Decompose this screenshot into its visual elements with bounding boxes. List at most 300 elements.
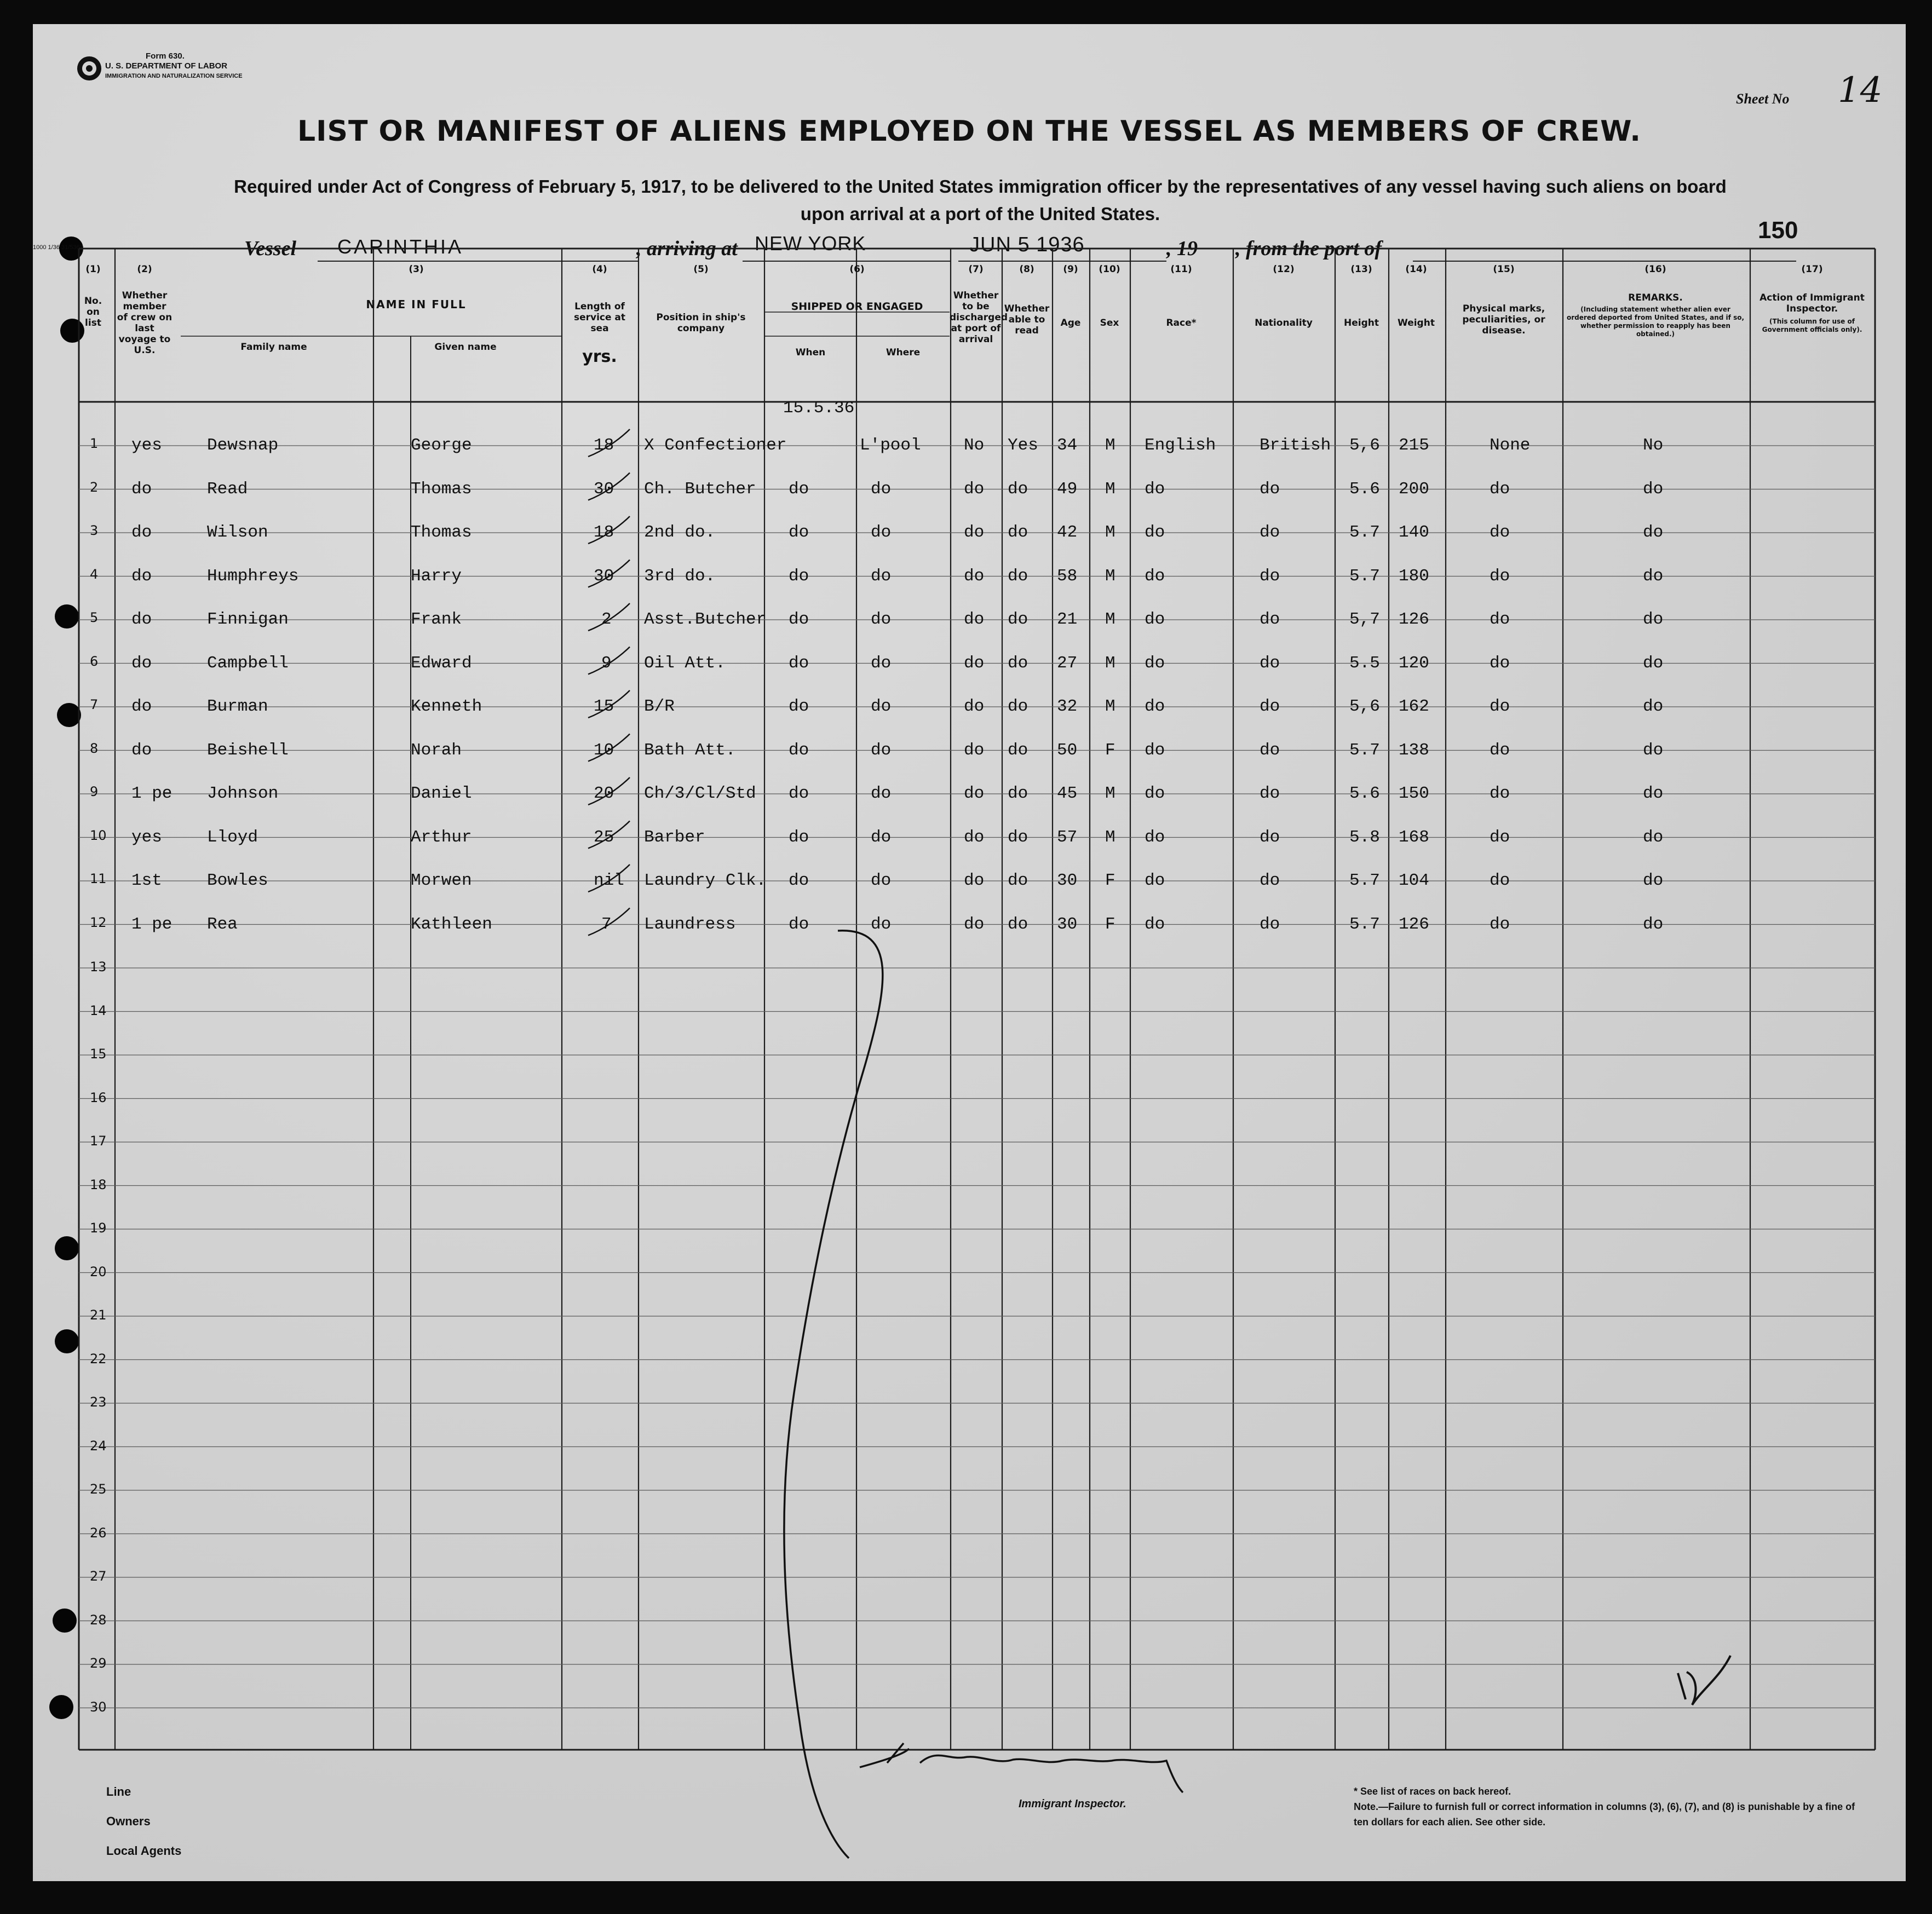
col-6-header: SHIPPED OR ENGAGED <box>791 301 923 313</box>
col-13-header: Height <box>1344 318 1379 328</box>
shipped-when-cell: do <box>789 871 809 890</box>
race-cell: English <box>1145 436 1216 455</box>
empty-row-number: 23 <box>90 1394 107 1410</box>
row-number: 6 <box>90 653 99 669</box>
height-cell: 5,6 <box>1349 697 1380 716</box>
last-voyage-cell: do <box>131 697 152 716</box>
race-cell: do <box>1145 610 1165 629</box>
last-voyage-cell: do <box>131 566 152 586</box>
sheet-no-label: Sheet No <box>1736 91 1790 107</box>
sex-cell: F <box>1105 914 1116 934</box>
given-name-cell: Morwen <box>411 871 472 890</box>
remarks-cell: do <box>1643 566 1664 586</box>
col-13-num: (13) <box>1350 264 1372 275</box>
discharged-cell: do <box>964 479 985 499</box>
family-name-cell: Humphreys <box>207 566 299 586</box>
weight-cell: 140 <box>1399 523 1429 542</box>
given-name-cell: Kathleen <box>411 914 492 934</box>
height-cell: 5.7 <box>1349 914 1380 934</box>
position-cell: 2nd do. <box>644 523 716 542</box>
shipped-where-cell: do <box>871 653 892 673</box>
family-name-cell: Beishell <box>207 740 289 760</box>
nationality-cell: do <box>1260 697 1280 716</box>
nationality-cell: do <box>1260 871 1280 890</box>
col-8-header: Whether able to read <box>1004 303 1050 336</box>
sex-cell: M <box>1105 697 1116 716</box>
col-12-num: (12) <box>1273 264 1295 275</box>
shipped-where-cell: do <box>871 784 892 803</box>
row-number: 7 <box>90 697 99 712</box>
able-to-read-cell: do <box>1008 479 1028 499</box>
empty-row-number: 24 <box>90 1438 107 1454</box>
total-count: 150 <box>1758 217 1798 244</box>
empty-row-number: 13 <box>90 959 107 975</box>
position-cell: Asst.Butcher <box>644 610 767 629</box>
remarks-cell: do <box>1643 871 1664 890</box>
position-cell: 3rd do. <box>644 566 716 586</box>
height-cell: 5.7 <box>1349 871 1380 890</box>
physical-marks-cell: do <box>1490 697 1510 716</box>
col-3-given-header: Given name <box>434 342 497 353</box>
age-cell: 42 <box>1057 523 1078 542</box>
position-cell: Ch. Butcher <box>644 479 756 499</box>
age-cell: 57 <box>1057 827 1078 847</box>
discharged-cell: do <box>964 697 985 716</box>
shipped-when-cell: do <box>789 914 809 934</box>
family-name-cell: Wilson <box>207 523 268 542</box>
height-cell: 5.7 <box>1349 523 1380 542</box>
last-voyage-cell: do <box>131 479 152 499</box>
nationality-cell: do <box>1260 566 1280 586</box>
col-16-header: REMARKS. <box>1628 292 1683 303</box>
shipped-when-cell: do <box>789 566 809 586</box>
service-years-cell: nil <box>594 871 624 890</box>
remarks-cell: do <box>1643 653 1664 673</box>
empty-row-number: 30 <box>90 1699 107 1715</box>
family-name-cell: Read <box>207 479 248 499</box>
row-number: 11 <box>90 871 107 886</box>
vessel-name: CARINTHIA <box>337 235 464 258</box>
row-number: 8 <box>90 740 99 756</box>
service-years-cell: 25 <box>594 827 614 847</box>
race-cell: do <box>1145 697 1165 716</box>
physical-marks-cell: do <box>1490 479 1510 499</box>
owners-label: Owners <box>106 1814 151 1828</box>
col-8-num: (8) <box>1019 264 1034 275</box>
col-15-header: Physical marks, peculiarities, or disease. <box>1462 303 1545 336</box>
remarks-cell: do <box>1643 610 1664 629</box>
nationality-cell: do <box>1260 827 1280 847</box>
shipped-where-cell: do <box>871 740 892 760</box>
height-cell: 5.7 <box>1349 740 1380 760</box>
page-title: LIST OR MANIFEST OF ALIENS EMPLOYED ON THE VESSEL AS MEMBERS OF CREW. <box>297 115 1641 148</box>
shipped-where-cell: do <box>871 523 892 542</box>
col-1-num: (1) <box>85 264 101 275</box>
inspector-label: Immigrant Inspector. <box>1019 1798 1126 1810</box>
family-name-cell: Burman <box>207 697 268 716</box>
physical-marks-cell: do <box>1490 827 1510 847</box>
shipped-where-cell: do <box>871 566 892 586</box>
service-years-cell: 2 <box>601 610 612 629</box>
race-cell: do <box>1145 566 1165 586</box>
col-6-when-header: When <box>795 347 826 358</box>
col-3-num: (3) <box>409 264 424 275</box>
col-2-num: (2) <box>137 264 152 275</box>
weight-cell: 104 <box>1399 871 1429 890</box>
family-name-cell: Lloyd <box>207 827 258 847</box>
row-number: 1 <box>90 436 99 451</box>
shipped-when-cell: do <box>789 610 809 629</box>
shipped-when-cell: do <box>789 697 809 716</box>
col-3-header: NAME IN FULL <box>366 298 467 311</box>
sex-cell: F <box>1105 740 1116 760</box>
empty-row-number: 28 <box>90 1612 107 1628</box>
year-label: , 19 <box>1166 237 1198 260</box>
last-voyage-cell: 1st <box>131 871 162 890</box>
physical-marks-cell: do <box>1490 784 1510 803</box>
age-cell: 21 <box>1057 610 1078 629</box>
position-cell: Oil Att. <box>644 653 726 673</box>
nationality-cell: do <box>1260 784 1280 803</box>
sex-cell: F <box>1105 871 1116 890</box>
empty-row-number: 19 <box>90 1220 107 1236</box>
last-voyage-cell: do <box>131 653 152 673</box>
position-cell: Barber <box>644 827 705 847</box>
form-number: Form 630. <box>146 51 185 61</box>
given-name-cell: Harry <box>411 566 462 586</box>
last-voyage-cell: yes <box>131 827 162 847</box>
family-name-cell: Campbell <box>207 653 289 673</box>
empty-row-number: 29 <box>90 1656 107 1671</box>
sex-cell: M <box>1105 566 1116 586</box>
family-name-cell: Finnigan <box>207 610 289 629</box>
sex-cell: M <box>1105 653 1116 673</box>
weight-cell: 162 <box>1399 697 1429 716</box>
race-cell: do <box>1145 523 1165 542</box>
last-voyage-cell: 1 pe <box>131 914 173 934</box>
discharged-cell: do <box>964 653 985 673</box>
last-voyage-cell: 1 pe <box>131 784 173 803</box>
empty-row-number: 17 <box>90 1133 107 1149</box>
remarks-cell: do <box>1643 479 1664 499</box>
department-name: U. S. DEPARTMENT OF LABOR <box>105 61 228 71</box>
col-10-num: (10) <box>1099 264 1120 275</box>
age-cell: 30 <box>1057 914 1078 934</box>
physical-marks-cell: do <box>1490 740 1510 760</box>
arriving-port: NEW YORK <box>755 232 866 255</box>
col-15-num: (15) <box>1493 264 1515 275</box>
position-cell: Bath Att. <box>644 740 736 760</box>
able-to-read-cell: do <box>1008 653 1028 673</box>
col-5-header: Position in ship's company <box>656 312 746 334</box>
empty-row-number: 18 <box>90 1177 107 1192</box>
given-name-cell: Daniel <box>411 784 472 803</box>
empty-row-number: 21 <box>90 1307 107 1323</box>
physical-marks-cell: do <box>1490 610 1510 629</box>
able-to-read-cell: do <box>1008 740 1028 760</box>
sex-cell: M <box>1105 436 1116 455</box>
given-name-cell: Kenneth <box>411 697 482 716</box>
race-cell: do <box>1145 479 1165 499</box>
row-number: 5 <box>90 610 99 625</box>
shipped-where-cell: do <box>871 827 892 847</box>
age-cell: 50 <box>1057 740 1078 760</box>
first-row-date: 15.5.36 <box>783 399 855 418</box>
given-name-cell: Edward <box>411 653 472 673</box>
col-5-num: (5) <box>693 264 709 275</box>
weight-cell: 150 <box>1399 784 1429 803</box>
sex-cell: M <box>1105 784 1116 803</box>
able-to-read-cell: do <box>1008 914 1028 934</box>
col-4-header: Length of service at sea <box>573 301 626 334</box>
age-cell: 45 <box>1057 784 1078 803</box>
given-name-cell: George <box>411 436 472 455</box>
discharged-cell: do <box>964 740 985 760</box>
nationality-cell: do <box>1260 479 1280 499</box>
row-number: 2 <box>90 479 99 495</box>
col-17-subheader: (This column for use of Government officials only). <box>1762 318 1862 333</box>
service-name: IMMIGRATION AND NATURALIZATION SERVICE <box>105 73 243 79</box>
empty-row-number: 15 <box>90 1046 107 1062</box>
col-16-subheader: (Including statement whether alien ever ordered deported from United States, and if so, whether permission to reapply has been obtained.) <box>1566 305 1745 338</box>
given-name-cell: Norah <box>411 740 462 760</box>
given-name-cell: Frank <box>411 610 462 629</box>
service-years-cell: 30 <box>594 479 614 499</box>
tally-mark-stroke <box>1678 1656 1730 1705</box>
shipped-where-cell: do <box>871 610 892 629</box>
handwriting-layer <box>33 24 1906 1881</box>
empty-row-number: 16 <box>90 1089 107 1105</box>
col-9-num: (9) <box>1063 264 1078 275</box>
remarks-cell: No <box>1643 436 1664 455</box>
col-7-header: Whether to be discharged at port of arrival <box>950 290 1008 345</box>
nationality-cell: do <box>1260 523 1280 542</box>
position-cell: Ch/3/Cl/Std <box>644 784 756 803</box>
col-6-num: (6) <box>849 264 865 275</box>
line-label: Line <box>106 1785 131 1798</box>
shipped-when-cell: do <box>789 784 809 803</box>
service-years-cell: 30 <box>594 566 614 586</box>
nationality-cell: do <box>1260 610 1280 629</box>
remarks-cell: do <box>1643 697 1664 716</box>
empty-row-number: 27 <box>90 1569 107 1584</box>
age-cell: 58 <box>1057 566 1078 586</box>
service-years-cell: 15 <box>594 697 614 716</box>
able-to-read-cell: do <box>1008 784 1028 803</box>
col-12-header: Nationality <box>1255 318 1313 328</box>
height-cell: 5.6 <box>1349 784 1380 803</box>
service-years-cell: 18 <box>594 436 614 455</box>
service-years-cell: 20 <box>594 784 614 803</box>
fine-note: Note.—Failure to furnish full or correct information in columns (3), (6), (7), and (8) is punishable by a fine of ten dollars for each alien. See other side. <box>1354 1801 1855 1827</box>
height-cell: 5.5 <box>1349 653 1380 673</box>
weight-cell: 168 <box>1399 827 1429 847</box>
date-stamp: JUN 5 1936 <box>969 233 1085 256</box>
age-cell: 27 <box>1057 653 1078 673</box>
able-to-read-cell: do <box>1008 523 1028 542</box>
arriving-label: , arriving at <box>636 237 738 260</box>
race-cell: do <box>1145 871 1165 890</box>
height-cell: 5,7 <box>1349 610 1380 629</box>
row-number: 9 <box>90 784 99 799</box>
col-10-header: Sex <box>1100 318 1119 328</box>
physical-marks-cell: do <box>1490 914 1510 934</box>
weight-cell: 138 <box>1399 740 1429 760</box>
discharged-cell: do <box>964 523 985 542</box>
col-17-num: (17) <box>1801 264 1823 275</box>
race-cell: do <box>1145 784 1165 803</box>
remarks-cell: do <box>1643 523 1664 542</box>
print-code: 1000 1/36 31/5362 <box>33 244 83 251</box>
note-head: Note. <box>1354 1801 1378 1812</box>
row-number: 4 <box>90 566 99 582</box>
col-9-header: Age <box>1060 318 1081 328</box>
weight-cell: 126 <box>1399 914 1429 934</box>
family-name-cell: Rea <box>207 914 238 934</box>
race-cell: do <box>1145 914 1165 934</box>
col-11-header: Race* <box>1166 318 1197 328</box>
discharged-cell: do <box>964 914 985 934</box>
shipped-where-cell: do <box>871 479 892 499</box>
physical-marks-cell: do <box>1490 871 1510 890</box>
shipped-where-cell: do <box>871 914 892 934</box>
physical-marks-cell: do <box>1490 653 1510 673</box>
age-cell: 49 <box>1057 479 1078 499</box>
discharged-cell: do <box>964 784 985 803</box>
given-name-cell: Thomas <box>411 479 472 499</box>
col-2-header: Whether member of crew on last voyage to U.S. <box>117 290 173 356</box>
physical-marks-cell: None <box>1490 436 1531 455</box>
age-cell: 30 <box>1057 871 1078 890</box>
empty-row-number: 20 <box>90 1264 107 1279</box>
page-subtitle: Required under Act of Congress of February 5, 1917, to be delivered to the United States immigration officer by the representatives of any vessel having such aliens on board upon arrival at a port of the United States. <box>234 176 1727 224</box>
col-1-header: No. on list <box>84 296 102 328</box>
remarks-cell: do <box>1643 914 1664 934</box>
from-port-label: , from the port of <box>1235 237 1382 260</box>
remarks-cell: do <box>1643 784 1664 803</box>
col-16-num: (16) <box>1645 264 1666 275</box>
col-4-num: (4) <box>592 264 607 275</box>
col-3-family-header: Family name <box>240 342 307 353</box>
local-agents-label: Local Agents <box>106 1844 182 1858</box>
shipped-when-cell: do <box>789 653 809 673</box>
last-voyage-cell: do <box>131 523 152 542</box>
discharged-cell: do <box>964 610 985 629</box>
weight-cell: 200 <box>1399 479 1429 499</box>
height-cell: 5.8 <box>1349 827 1380 847</box>
col-17-header: Action of Immigrant Inspector. <box>1760 292 1865 314</box>
empty-row-number: 14 <box>90 1002 107 1018</box>
nationality-cell: British <box>1260 436 1331 455</box>
race-cell: do <box>1145 827 1165 847</box>
vessel-label: Vessel <box>244 237 296 260</box>
empty-row-number: 26 <box>90 1525 107 1541</box>
able-to-read-cell: do <box>1008 566 1028 586</box>
shipped-where-cell: do <box>871 697 892 716</box>
col-4-unit: yrs. <box>582 347 617 366</box>
family-name-cell: Bowles <box>207 871 268 890</box>
sex-cell: M <box>1105 610 1116 629</box>
nationality-cell: do <box>1260 740 1280 760</box>
col-11-num: (11) <box>1170 264 1192 275</box>
shipped-where-cell: L'pool <box>860 436 921 455</box>
given-name-cell: Arthur <box>411 827 472 847</box>
row-number: 3 <box>90 523 99 538</box>
weight-cell: 120 <box>1399 653 1429 673</box>
age-cell: 32 <box>1057 697 1078 716</box>
sheet-number: 14 <box>1838 70 1883 111</box>
discharged-cell: do <box>964 871 985 890</box>
discharged-cell: do <box>964 566 985 586</box>
row-number: 10 <box>90 827 107 843</box>
sex-cell: M <box>1105 523 1116 542</box>
last-voyage-cell: do <box>131 610 152 629</box>
empty-row-number: 22 <box>90 1351 107 1367</box>
position-cell: X Confectioner <box>644 436 787 455</box>
race-cell: do <box>1145 653 1165 673</box>
able-to-read-cell: do <box>1008 610 1028 629</box>
position-cell: Laundress <box>644 914 736 934</box>
remarks-cell: do <box>1643 827 1664 847</box>
col-14-header: Weight <box>1398 318 1435 328</box>
shipped-when-cell: do <box>789 740 809 760</box>
able-to-read-cell: Yes <box>1008 436 1038 455</box>
position-cell: Laundry Clk. <box>644 871 767 890</box>
height-cell: 5,6 <box>1349 436 1380 455</box>
note-body: Failure to furnish full or correct information in columns (3), (6), (7), and (8) is punishable by a fine of ten dollars for each alien. See other side. <box>1354 1801 1855 1827</box>
manifest-sheet <box>33 24 1906 1881</box>
service-years-cell: 10 <box>594 740 614 760</box>
service-years-cell: 9 <box>601 653 612 673</box>
last-voyage-cell: do <box>131 740 152 760</box>
able-to-read-cell: do <box>1008 827 1028 847</box>
age-cell: 34 <box>1057 436 1078 455</box>
service-years-cell: 18 <box>594 523 614 542</box>
family-name-cell: Johnson <box>207 784 279 803</box>
weight-cell: 180 <box>1399 566 1429 586</box>
col-14-num: (14) <box>1405 264 1427 275</box>
race-cell: do <box>1145 740 1165 760</box>
discharged-cell: do <box>964 827 985 847</box>
row-number: 12 <box>90 914 107 930</box>
races-note: * See list of races on back hereof. <box>1354 1786 1511 1797</box>
physical-marks-cell: do <box>1490 523 1510 542</box>
shipped-where-cell: do <box>871 871 892 890</box>
shipped-when-cell: do <box>789 523 809 542</box>
weight-cell: 215 <box>1399 436 1429 455</box>
able-to-read-cell: do <box>1008 871 1028 890</box>
physical-marks-cell: do <box>1490 566 1510 586</box>
nationality-cell: do <box>1260 914 1280 934</box>
last-voyage-cell: yes <box>131 436 162 455</box>
position-cell: B/R <box>644 697 675 716</box>
empty-row-number: 25 <box>90 1481 107 1497</box>
given-name-cell: Thomas <box>411 523 472 542</box>
sex-cell: M <box>1105 827 1116 847</box>
nationality-cell: do <box>1260 653 1280 673</box>
sex-cell: M <box>1105 479 1116 499</box>
discharged-cell: No <box>964 436 985 455</box>
family-name-cell: Dewsnap <box>207 436 279 455</box>
col-6-where-header: Where <box>886 347 921 358</box>
service-years-cell: 7 <box>601 914 612 934</box>
height-cell: 5.6 <box>1349 479 1380 499</box>
remarks-cell: do <box>1643 740 1664 760</box>
height-cell: 5.7 <box>1349 566 1380 586</box>
inspector-signature <box>860 1743 1183 1792</box>
shipped-when-cell: do <box>789 827 809 847</box>
able-to-read-cell: do <box>1008 697 1028 716</box>
